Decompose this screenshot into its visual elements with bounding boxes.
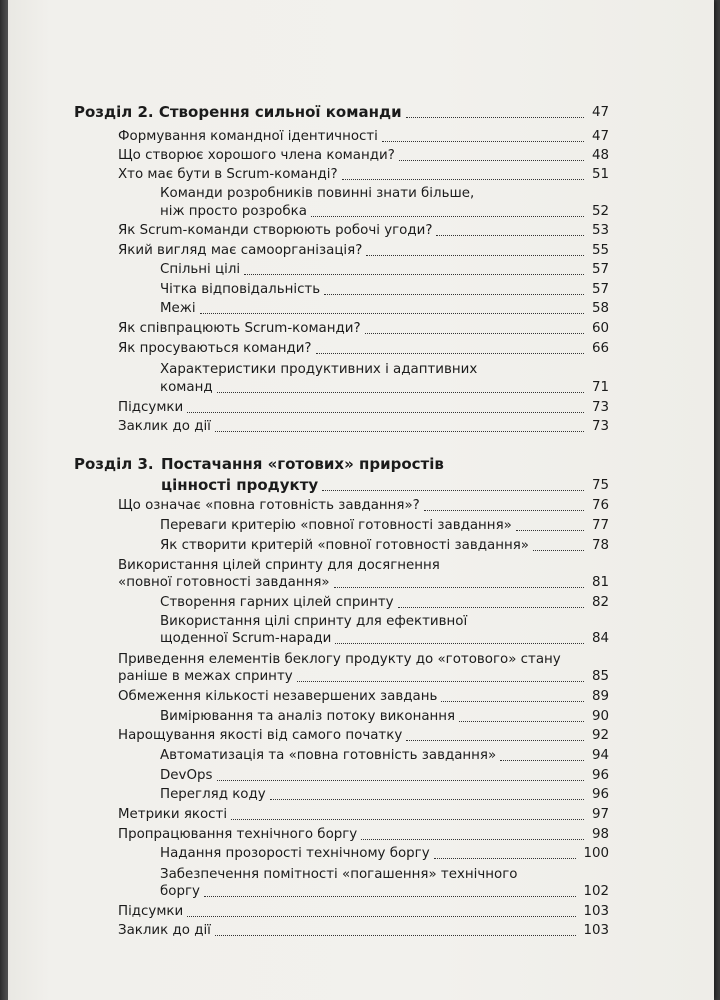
toc-entry	[0, 497, 720, 514]
leader-dots	[434, 858, 576, 859]
leader-dots	[270, 799, 584, 800]
leader-dots	[324, 294, 584, 295]
leader-dots	[366, 255, 584, 256]
toc-entry	[0, 903, 720, 920]
leader-dots	[244, 274, 584, 275]
leader-dots	[361, 839, 584, 840]
leader-dots	[365, 333, 584, 334]
toc-entry-page: 71	[591, 380, 609, 395]
toc-entry-page: 94	[591, 748, 609, 763]
toc-entry-page: 103	[583, 904, 609, 919]
leader-dots	[187, 916, 576, 917]
leader-dots	[406, 740, 584, 741]
toc-entry-label-line1: Команди розробників повинні знати більше,	[160, 186, 475, 201]
toc-entry	[0, 379, 720, 396]
leader-dots	[441, 701, 584, 702]
toc-entry-page: 58	[591, 301, 609, 316]
toc-entry-label: Межі	[160, 301, 196, 316]
toc-entry	[0, 688, 720, 705]
leader-dots	[406, 117, 584, 118]
chapter-3-page: 75	[591, 478, 609, 493]
toc-entry	[0, 517, 720, 534]
toc-entry-page: 48	[591, 148, 609, 163]
toc-entry	[0, 203, 720, 220]
leader-dots	[187, 412, 584, 413]
leader-dots	[424, 510, 584, 511]
leader-dots	[215, 431, 584, 432]
leader-dots	[335, 643, 584, 644]
toc-entry-page: 82	[591, 595, 609, 610]
leader-dots	[215, 935, 576, 936]
leader-dots	[398, 607, 584, 608]
toc-entry	[0, 147, 720, 164]
toc-entry	[0, 399, 720, 416]
toc-entry-page: 76	[591, 498, 609, 513]
toc-entry	[0, 261, 720, 278]
toc-entry	[0, 922, 720, 939]
toc-entry-label: Обмеження кількості незавершених завдань	[118, 689, 438, 704]
leader-dots	[200, 313, 584, 314]
toc-entry-label: Вимірювання та аналіз потоку виконання	[160, 709, 456, 724]
toc-entry-page: 73	[591, 400, 609, 415]
toc-entry-page: 52	[591, 204, 609, 219]
toc-entry-page: 96	[591, 787, 609, 802]
toc-entry	[0, 340, 720, 357]
chapter-3-title-line1: Постачання «готових» приростів	[161, 455, 444, 473]
leader-dots	[500, 760, 584, 761]
toc-entry	[0, 594, 720, 611]
toc-entry-label: ніж просто розробка	[160, 204, 307, 219]
toc-entry	[0, 727, 720, 744]
toc-entry	[0, 668, 720, 685]
toc-entry-label-line1: Приведення елементів беклогу продукту до «готового» стану	[118, 652, 561, 667]
toc-entry-page: 53	[591, 223, 609, 238]
toc-entry-label: Як Scrum-команди створюють робочі угоди?	[118, 223, 433, 238]
toc-entry	[0, 418, 720, 435]
toc-entry-page: 84	[591, 631, 609, 646]
toc-entry-label: щоденної Scrum-наради	[160, 631, 332, 646]
toc-entry-label: Перегляд коду	[160, 787, 266, 802]
toc-entry-label-line1: Використання цілей спринту для досягнення	[118, 558, 440, 573]
toc-entry-label: Переваги критерію «повної готовності завдання»	[160, 518, 512, 533]
toc-entry-label: Автоматизація та «повна готовність завдання»	[160, 748, 497, 763]
toc-entry-page: 103	[583, 923, 609, 938]
toc-entry-label: Заклик до дії	[118, 923, 211, 938]
toc-entry-page: 92	[591, 728, 609, 743]
toc-entry-page: 57	[591, 282, 609, 297]
toc-entry-page: 97	[591, 807, 609, 822]
toc-entry-page: 47	[591, 129, 609, 144]
toc-entry-page: 100	[583, 846, 609, 861]
leader-dots	[297, 681, 584, 682]
toc-entry	[0, 630, 720, 647]
toc-entry-label: Чітка відповідальність	[160, 282, 321, 297]
toc-entry	[0, 300, 720, 317]
leader-dots	[231, 819, 584, 820]
toc-entry	[0, 806, 720, 823]
toc-entry	[0, 883, 720, 900]
toc-entry-label: Заклик до дії	[118, 419, 211, 434]
chapter-2-page: 47	[591, 105, 609, 120]
toc-entry-label: Що створює хорошого члена команди?	[118, 148, 395, 163]
toc-entry-page: 55	[591, 243, 609, 258]
toc-entry-page: 51	[591, 167, 609, 182]
toc-entry-label: «повної готовності завдання»	[118, 575, 330, 590]
leader-dots	[334, 587, 584, 588]
toc-entry	[0, 708, 720, 725]
toc-entry	[0, 281, 720, 298]
toc-entry	[0, 222, 720, 239]
leader-dots	[533, 550, 584, 551]
toc-entry-label: Пропрацювання технічного боргу	[118, 827, 358, 842]
toc-entry-label: Хто має бути в Scrum-команді?	[118, 167, 338, 182]
toc-entry	[0, 747, 720, 764]
leader-dots	[316, 353, 584, 354]
toc-entry-label: Як створити критерій «повної готовності завдання»	[160, 538, 529, 553]
chapter-3-label: Розділ 3.	[74, 455, 154, 473]
toc-entry-label-line1: Забезпечення помітності «погашення» технічного	[160, 867, 518, 882]
toc-entry-page: 66	[591, 341, 609, 356]
leader-dots	[217, 780, 585, 781]
toc-entry-page: 102	[583, 884, 609, 899]
toc-entry-label: раніше в межах спринту	[118, 669, 293, 684]
leader-dots	[311, 216, 584, 217]
toc-entry	[0, 767, 720, 784]
chapter-2-heading	[0, 104, 720, 121]
toc-entry	[0, 537, 720, 554]
toc-entry-label: Що означає «повна готовність завдання»?	[118, 498, 420, 513]
leader-dots	[217, 392, 584, 393]
toc-entry-label-line1: Використання цілі спринту для ефективної	[160, 614, 468, 629]
toc-entry-page: 78	[591, 538, 609, 553]
toc-entry-page: 57	[591, 262, 609, 277]
toc-entry	[0, 826, 720, 843]
toc-entry-page: 77	[591, 518, 609, 533]
toc-entry	[0, 166, 720, 183]
toc-entry-label: DevOps	[160, 768, 213, 783]
toc-entry	[0, 128, 720, 145]
toc-entry	[0, 786, 720, 803]
toc-entry-page: 90	[591, 709, 609, 724]
toc-entry-label: Метрики якості	[118, 807, 228, 822]
leader-dots	[459, 721, 584, 722]
toc-entry-page: 89	[591, 689, 609, 704]
toc-entry-label: Спільні цілі	[160, 262, 241, 277]
toc-entry-label: Надання прозорості технічному боргу	[160, 846, 430, 861]
toc-entry-label: Підсумки	[118, 400, 184, 415]
toc-entry-label: Нарощування якості від самого початку	[118, 728, 403, 743]
toc-entry-page: 85	[591, 669, 609, 684]
leader-dots	[382, 141, 584, 142]
chapter-2-title: Розділ 2. Створення сильної команди	[74, 103, 402, 121]
toc-entry-page: 96	[591, 768, 609, 783]
toc-entry-page: 73	[591, 419, 609, 434]
toc-entry	[0, 320, 720, 337]
toc-entry-label-line1: Характеристики продуктивних і адаптивних	[160, 362, 478, 377]
leader-dots	[204, 896, 576, 897]
toc-entry-page: 98	[591, 827, 609, 842]
leader-dots	[322, 490, 584, 491]
toc-entry-label: боргу	[160, 884, 200, 899]
leader-dots	[516, 530, 584, 531]
leader-dots	[399, 160, 584, 161]
toc-entry-page: 81	[591, 575, 609, 590]
toc-entry-label: Створення гарних цілей спринту	[160, 595, 394, 610]
toc-entry-page: 60	[591, 321, 609, 336]
toc-entry-label: команд	[160, 380, 213, 395]
leader-dots	[342, 179, 584, 180]
toc-entry-label: Як співпрацюють Scrum-команди?	[118, 321, 361, 336]
toc-entry-label: Формування командної ідентичності	[118, 129, 378, 144]
toc-entry	[0, 242, 720, 259]
toc-entry	[0, 574, 720, 591]
toc-entry-label: Який вигляд має самоорганізація?	[118, 243, 363, 258]
chapter-3-heading	[0, 477, 720, 494]
chapter-3-title-line2: цінності продукту	[161, 476, 319, 494]
leader-dots	[436, 235, 584, 236]
toc-entry	[0, 845, 720, 862]
toc-entry-label: Як просуваються команди?	[118, 341, 312, 356]
toc-entry-label: Підсумки	[118, 904, 184, 919]
